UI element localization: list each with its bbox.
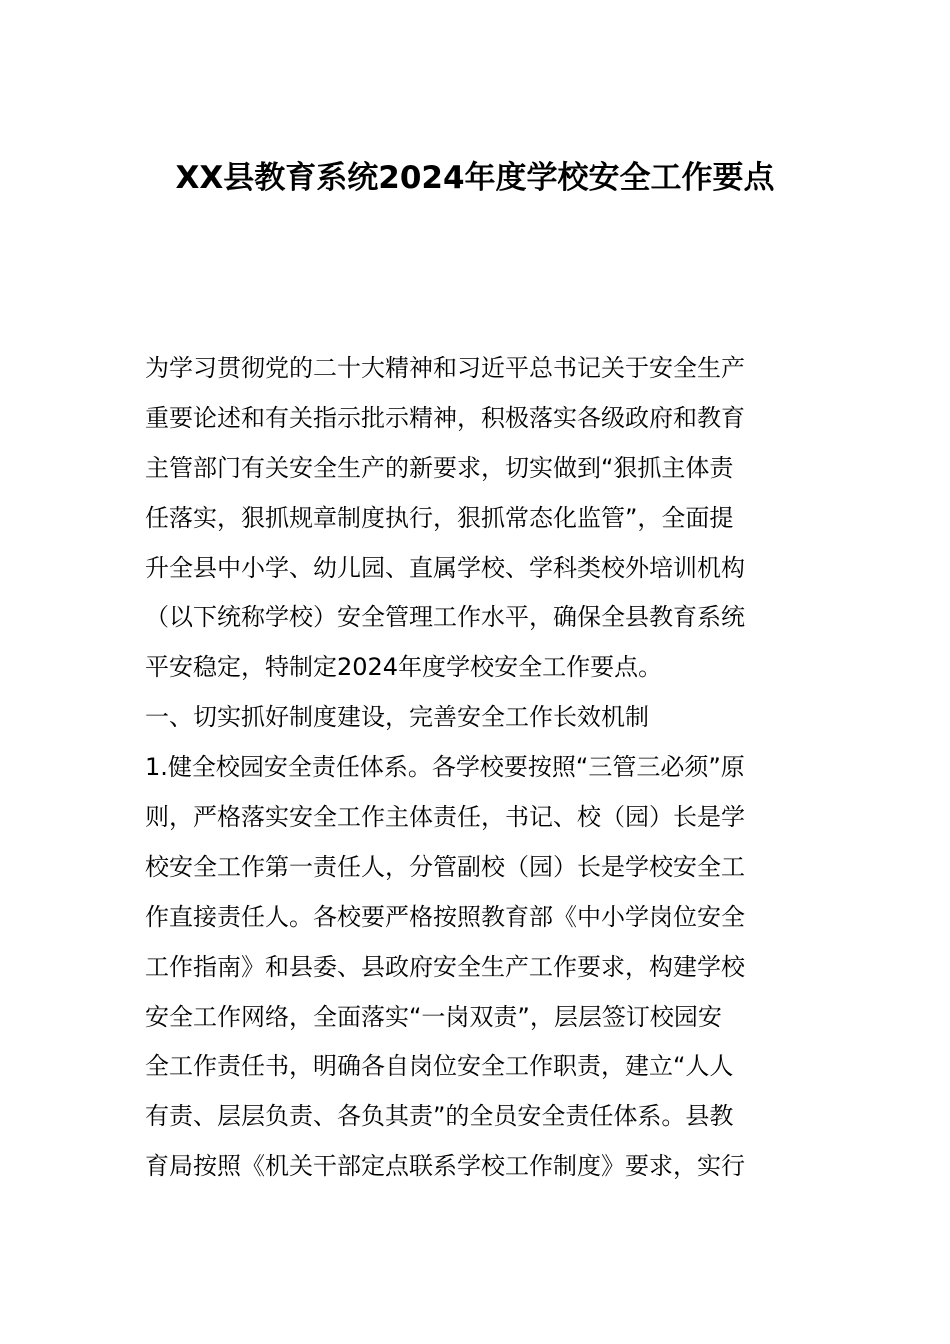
- body-line: 主管部门有关安全生产的新要求，切实做到“狠抓主体责: [145, 453, 734, 482]
- body-line: 工作指南》和县委、县政府安全生产工作要求，构建学校: [145, 952, 745, 981]
- body-line: （以下统称学校）安全管理工作水平，确保全县教育系统: [145, 603, 745, 632]
- body-line: 重要论述和有关指示批示精神，积极落实各级政府和教育: [145, 403, 745, 432]
- body-line: 任落实，狠抓规章制度执行，狠抓常态化监管”，全面提: [145, 503, 734, 532]
- body-line: 作直接责任人。各校要严格按照教育部《中小学岗位安全: [145, 902, 745, 931]
- body-line: 则，严格落实安全工作主体责任，书记、校（园）长是学: [145, 803, 745, 832]
- body-line: 有责、层层负责、各负其责”的全员安全责任体系。县教: [145, 1102, 734, 1131]
- document-body: [145, 344, 825, 1192]
- body-line: 平安稳定，特制定2024年度学校安全工作要点。: [145, 653, 663, 682]
- document-title: XX县教育系统2024年度学校安全工作要点: [175, 160, 775, 196]
- body-line: 升全县中小学、幼儿园、直属学校、学科类校外培训机构: [145, 553, 745, 582]
- body-line: 校安全工作第一责任人，分管副校（园）长是学校安全工: [145, 852, 745, 881]
- section-heading: 一、切实抓好制度建设，完善安全工作长效机制: [145, 703, 649, 732]
- body-line: 育局按照《机关干部定点联系学校工作制度》要求，实行: [145, 1152, 745, 1181]
- body-line: 全工作责任书，明确各自岗位安全工作职责，建立“人人: [145, 1052, 734, 1081]
- body-line: 为学习贯彻党的二十大精神和习近平总书记关于安全生产: [145, 354, 745, 382]
- body-line: 安全工作网络，全面落实“一岗双责”，层层签订校园安: [145, 1002, 722, 1031]
- body-line: 1.健全校园安全责任体系。各学校要按照“三管三必须”原: [145, 753, 745, 782]
